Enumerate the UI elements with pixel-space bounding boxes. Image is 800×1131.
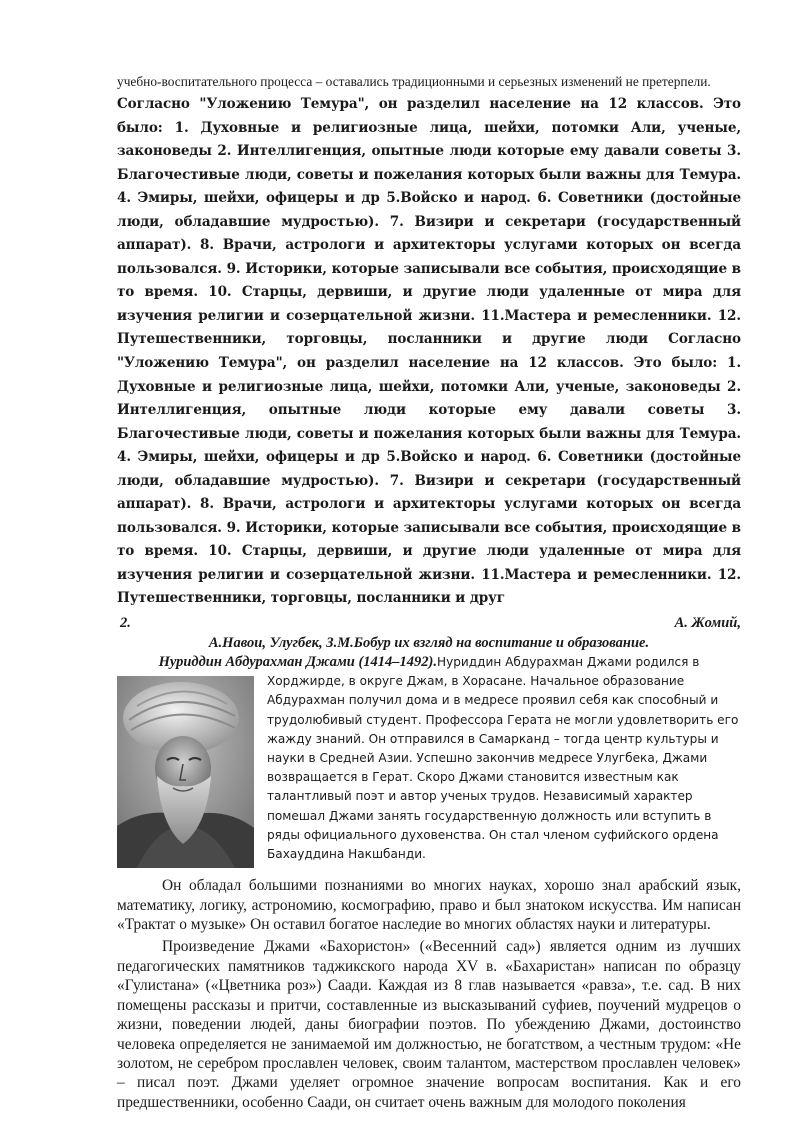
bio-name-heading: Нуриддин Абдурахман Джами (1414–1492).: [158, 654, 437, 671]
section-author: А. Жомий,: [674, 615, 741, 632]
section-number: 2.: [120, 615, 131, 632]
paragraph-bahoriston: Произведение Джами «Бахористон» («Весенний сад») является одним из лучших педагогических памятников таджикского народа XV в. «Бахаристан» написан по образцу «Гулистана» («Цветника роз») Саади. Каждая из 8 глав называется «равза», т.е. сад. В них помещены рассказы и притчи, составленные из высказываний суфиев, поучений мудрецов о жизни, поведении людей, даны биографии поэтов. По убеждению Джами, достоинство человека определяется не занимаемой им должностью, не богатством, а честным трудом: «Не золотом, не серебром прославлен человек, своим талантом, мастерством прославлен человек» – писал поэт. Джами уделяет огромное значение вопросам воспитания. Как и его предшественники, особенно Саади, он считает очень важным для молодого поколения: [117, 938, 741, 1111]
document-page: [117, 72, 741, 1112]
section-heading-row: [117, 613, 741, 633]
bio-first-line: [117, 653, 741, 672]
bio-text: Хорджирде, в округе Джам, в Хорасане. Начальное образование Абдурахман получил дома и в медресе проявил себя как способный и трудолюбивый студент. Профессора Герата не могли удовлетворить его жажду знаний. Он отправился в Самарканд – тогда центр культуры и науки в Средней Азии. Успешно закончив медресе Улугбека, Джами возвращается в Герат. Скоро Джами становится известным как талантливый поэт и автор ученых трудов. Независимый характер помешал Джами занять государственную должность или вступить в ряды официального духовенства. Он стал членом суфийского ордена Бахауддина Накшбанди.: [267, 674, 739, 862]
timur-classes-paragraph: Согласно "Уложению Темура", он разделил население на 12 классов. Это было: 1. Духовные и религиозные лица, шейхи, потомки Али, ученые, законоведы 2. Интеллигенция, опытные люди которые ему давали советы 3. Благочестивые люди, советы и пожелания которых были важны для Темура. 4. Эмиры, шейхи, офицеры и др 5.Войско и народ. 6. Советники (достойные люди, обладавшие мудростью). 7. Визири и секретари (государственный аппарат). 8. Врачи, астрологи и архитекторы услугами которых он всегда пользовался. 9. Историки, которые записывали все события, происходящие в то время. 10. Старцы, дервиши, и другие люди удаленные от мира для изучения религии и созерцательной жизни. 11.Мастера и ремесленники. 12. Путешественники, торговцы, посланники и другие люди Согласно "Уложению Темура", он разделил население на 12 классов. Это было: 1. Духовные и религиозные лица, шейхи, потомки Али, ученые, законоведы 2. Интеллигенция, опытные люди которые ему давали советы 3. Благочестивые люди, советы и пожелания которых были важны для Темура. 4. Эмиры, шейхи, офицеры и др 5.Войско и народ. 6. Советники (достойные люди, обладавшие мудростью). 7. Визири и секретари (государственный аппарат). 8. Врачи, астрологи и архитекторы услугами которых он всегда пользовался. 9. Историки, которые записывали все события, происходящие в то время. 10. Старцы, дервиши, и другие люди удаленные от мира для изучения религии и созерцательной жизни. 11.Мастера и ремесленники. 12. Путешественники, торговцы, посланники и друг: [117, 96, 741, 607]
paragraph-sciences: Он обладал большими познаниями во многих науках, хорошо знал арабский язык, математику, логику, астрономию, космографию, право и был знатоком искусства. Им написан «Трактат о музыке» Он оставил богатое наследие во многих областях науки и литературы.: [117, 877, 741, 934]
jami-portrait-image: [117, 676, 254, 868]
section-title: А.Навои, Улугбек, З.М.Бобур их взгляд на воспитание и образование.: [208, 635, 650, 652]
bio-first-line-text: Нуриддин Абдурахман Джами родился в: [437, 655, 700, 670]
bio-block: [117, 653, 741, 864]
intro-paragraph: учебно-воспитательного процесса – оставались традиционными и серьезных изменений не претерпели.: [117, 74, 711, 89]
